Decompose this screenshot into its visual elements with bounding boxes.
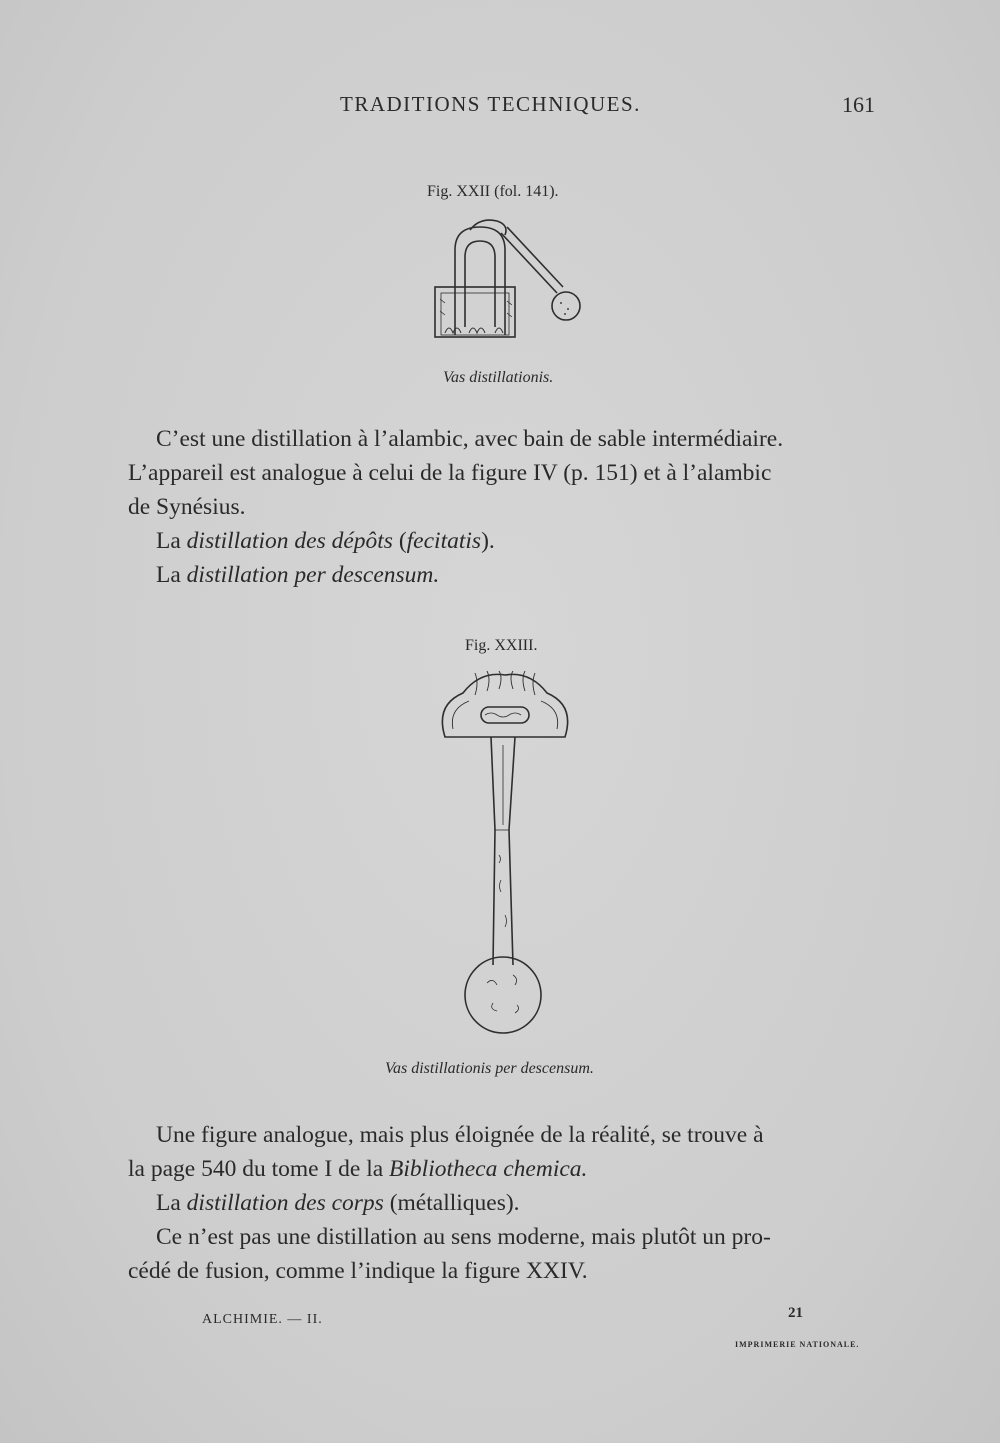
paragraph-5-italic: distillation des corps (186, 1190, 384, 1216)
paragraph-5-suffix: (métalliques). (383, 1190, 520, 1216)
paragraph-5-prefix: La (156, 1190, 187, 1216)
paragraph-4-line-2-prefix: la page 540 du tome I de la (128, 1156, 390, 1182)
paragraph-2-paren-close: ). (481, 528, 495, 554)
figure-2-label: Fig. XXIII. (465, 637, 538, 654)
figure-1-caption: Vas distillationis. (443, 369, 554, 386)
paragraph-5 (156, 1186, 916, 1220)
figure-1-alembic-drawing (425, 215, 595, 345)
figure-2-descensum-drawing (435, 665, 575, 1045)
footer-imprint: IMPRIMERIE NATIONALE. (735, 1340, 860, 1349)
paragraph-6-line-1: Ce n’est pas une distillation au sens moderne, mais plutôt un pro- (156, 1224, 771, 1250)
paragraph-4-line-1: Une figure analogue, mais plus éloignée de la réalité, se trouve à (156, 1122, 764, 1148)
paragraph-2-italic-2: fecitatis (406, 528, 482, 554)
figure-1-label: Fig. XXII (fol. 141). (427, 183, 559, 200)
paragraph-2-paren-open: ( (392, 528, 407, 554)
paragraph-1-line-2: L’appareil est analogue à celui de la figure IV (p. 151) et à l’alambic (128, 460, 772, 486)
paragraph-2-prefix: La (156, 528, 187, 554)
paragraph-1-line-3: de Synésius. (128, 494, 246, 520)
figure-2-caption: Vas distillationis per descensum. (385, 1060, 594, 1077)
paragraph-4-line-2 (128, 1152, 888, 1186)
footer-volume: ALCHIMIE. — II. (202, 1312, 323, 1327)
paragraph-1-line-1: C’est une distillation à l’alambic, avec bain de sable intermédiaire. (156, 426, 784, 452)
paragraph-6-line-2: cédé de fusion, comme l’indique la figure XXIV. (128, 1258, 588, 1284)
paragraph-3-prefix: La (156, 562, 187, 588)
paragraph-2 (156, 524, 916, 558)
footer-signature: 21 (788, 1305, 803, 1321)
page-number: 161 (842, 92, 875, 117)
running-title: TRADITIONS TECHNIQUES. (340, 92, 641, 116)
paragraph-4-line-2-italic: Bibliotheca chemica. (389, 1156, 588, 1182)
paragraph-3-italic: distillation per descensum. (186, 562, 440, 588)
paragraph-3 (156, 558, 916, 592)
paragraph-2-italic: distillation des dépôts (186, 528, 393, 554)
